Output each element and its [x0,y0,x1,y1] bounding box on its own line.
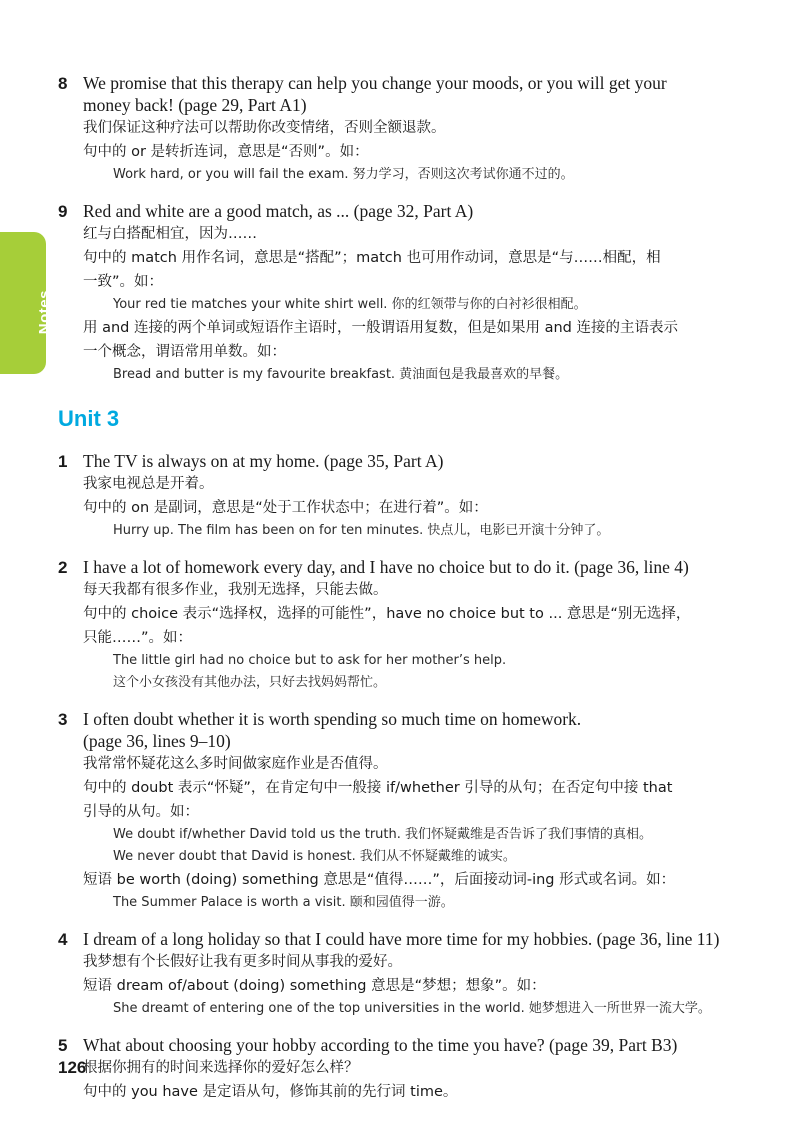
chinese-explanation: 我梦想有个长假好让我有更多时间从事我的爱好。 [83,954,402,970]
example-sentence: 这个小女孩没有其他办法，只好去找妈妈帮忙。 [113,675,387,690]
example-sentence: Your red tie matches your white shirt well. 你的红领带与你的白衬衫很相配。 [113,297,587,312]
chinese-explanation: 短语 be worth (doing) something 意思是“值得……”，后面接动词-ing 形式或名词。如： [83,872,676,888]
chinese-explanation: 红与白搭配相宜，因为…… [83,226,257,242]
english-sentence: What about choosing your hobby according to the time you have? (page 39, Part B3) [83,1035,678,1055]
chinese-explanation: 一个概念，谓语常用单数。如： [83,344,286,360]
example-sentence: Work hard, or you will fail the exam. 努力学习，否则这次考试你通不过的。 [113,167,574,182]
example-sentence: We never doubt that David is honest. 我们从不怀疑戴维的诚实。 [113,849,516,864]
chinese-explanation: 用 and 连接的两个单词或短语作主语时，一般谓语用复数，但是如果用 and 连接的主语表示 [83,320,678,336]
chinese-explanation: 句中的 match 用作名词，意思是“搭配”；match 也可用作动词，意思是“与……相配，相 [83,250,661,266]
english-sentence: (page 36, lines 9–10) [83,731,231,751]
chinese-explanation: 一致”。如： [83,274,164,290]
notes-list-top [58,72,758,386]
example-sentence: The little girl had no choice but to ask for her mother’s help. [113,653,507,668]
note-number: 2 [58,558,68,577]
chinese-explanation: 每天我都有很多作业，我别无选择，只能去做。 [83,582,388,598]
chinese-explanation: 短语 dream of/about (doing) something 意思是“梦想；想象”。如： [83,978,546,994]
notes-tab-label: Notes [36,290,53,335]
chinese-explanation: 我常常怀疑花这么多时间做家庭作业是否值得。 [83,756,388,772]
note-number: 4 [58,930,68,949]
chinese-explanation: 我家电视总是开着。 [83,476,214,492]
chinese-explanation: 句中的 choice 表示“选择权，选择的可能性”，have no choice but to ... 意思是“别无选择， [83,606,691,622]
english-sentence: I often doubt whether it is worth spending so much time on homework. [83,709,582,729]
page-number: 126 [58,1058,87,1077]
example-sentence: We doubt if/whether David told us the truth. 我们怀疑戴维是否告诉了我们事情的真相。 [113,827,653,842]
note-number: 3 [58,710,68,729]
english-sentence: I dream of a long holiday so that I could have more time for my hobbies. (page 36, line 11) [83,929,720,949]
page-content [58,72,758,1118]
note-item [58,928,758,1020]
note-number: 8 [58,74,68,93]
note-item [58,72,758,186]
example-sentence: The Summer Palace is worth a visit. 颐和园值得一游。 [113,895,454,910]
chinese-explanation: 句中的 doubt 表示“怀疑”，在肯定句中一般接 if/whether 引导的从句；在否定句中接 that [83,780,673,796]
note-number: 5 [58,1036,68,1055]
english-sentence: The TV is always on at my home. (page 35, Part A) [83,451,444,471]
chinese-explanation: 句中的 you have 是定语从句，修饰其前的先行词 time。 [83,1084,458,1100]
chinese-explanation: 我们保证这种疗法可以帮助你改变情绪，否则全额退款。 [83,120,446,136]
english-sentence: We promise that this therapy can help you change your moods, or you will get your [83,73,667,93]
english-sentence: money back! (page 29, Part A1) [83,95,307,115]
note-item [58,450,758,542]
chinese-explanation: 根据你拥有的时间来选择你的爱好怎么样？ [83,1060,359,1076]
chinese-explanation: 句中的 or 是转折连词，意思是“否则”。如： [83,144,369,160]
note-item [58,708,758,914]
chinese-explanation: 句中的 on 是副词，意思是“处于工作状态中；在进行着”。如： [83,500,488,516]
example-sentence: Hurry up. The film has been on for ten minutes. 快点儿，电影已开演十分钟了。 [113,523,610,538]
note-number: 1 [58,452,68,471]
example-sentence: Bread and butter is my favourite breakfast. 黄油面包是我最喜欢的早餐。 [113,367,569,382]
note-item [58,556,758,694]
note-item [58,1034,758,1104]
notes-list-unit-3 [58,450,758,1104]
english-sentence: Red and white are a good match, as ... (page 32, Part A) [83,201,474,221]
note-item [58,200,758,386]
english-sentence: I have a lot of homework every day, and I have no choice but to do it. (page 36, line 4) [83,557,689,577]
chinese-explanation: 只能……”。如： [83,630,193,646]
unit-heading: Unit 3 [58,406,120,431]
chinese-explanation: 引导的从句。如： [83,804,199,820]
note-number: 9 [58,202,68,221]
example-sentence: She dreamt of entering one of the top universities in the world. 她梦想进入一所世界一流大学。 [113,1001,711,1016]
